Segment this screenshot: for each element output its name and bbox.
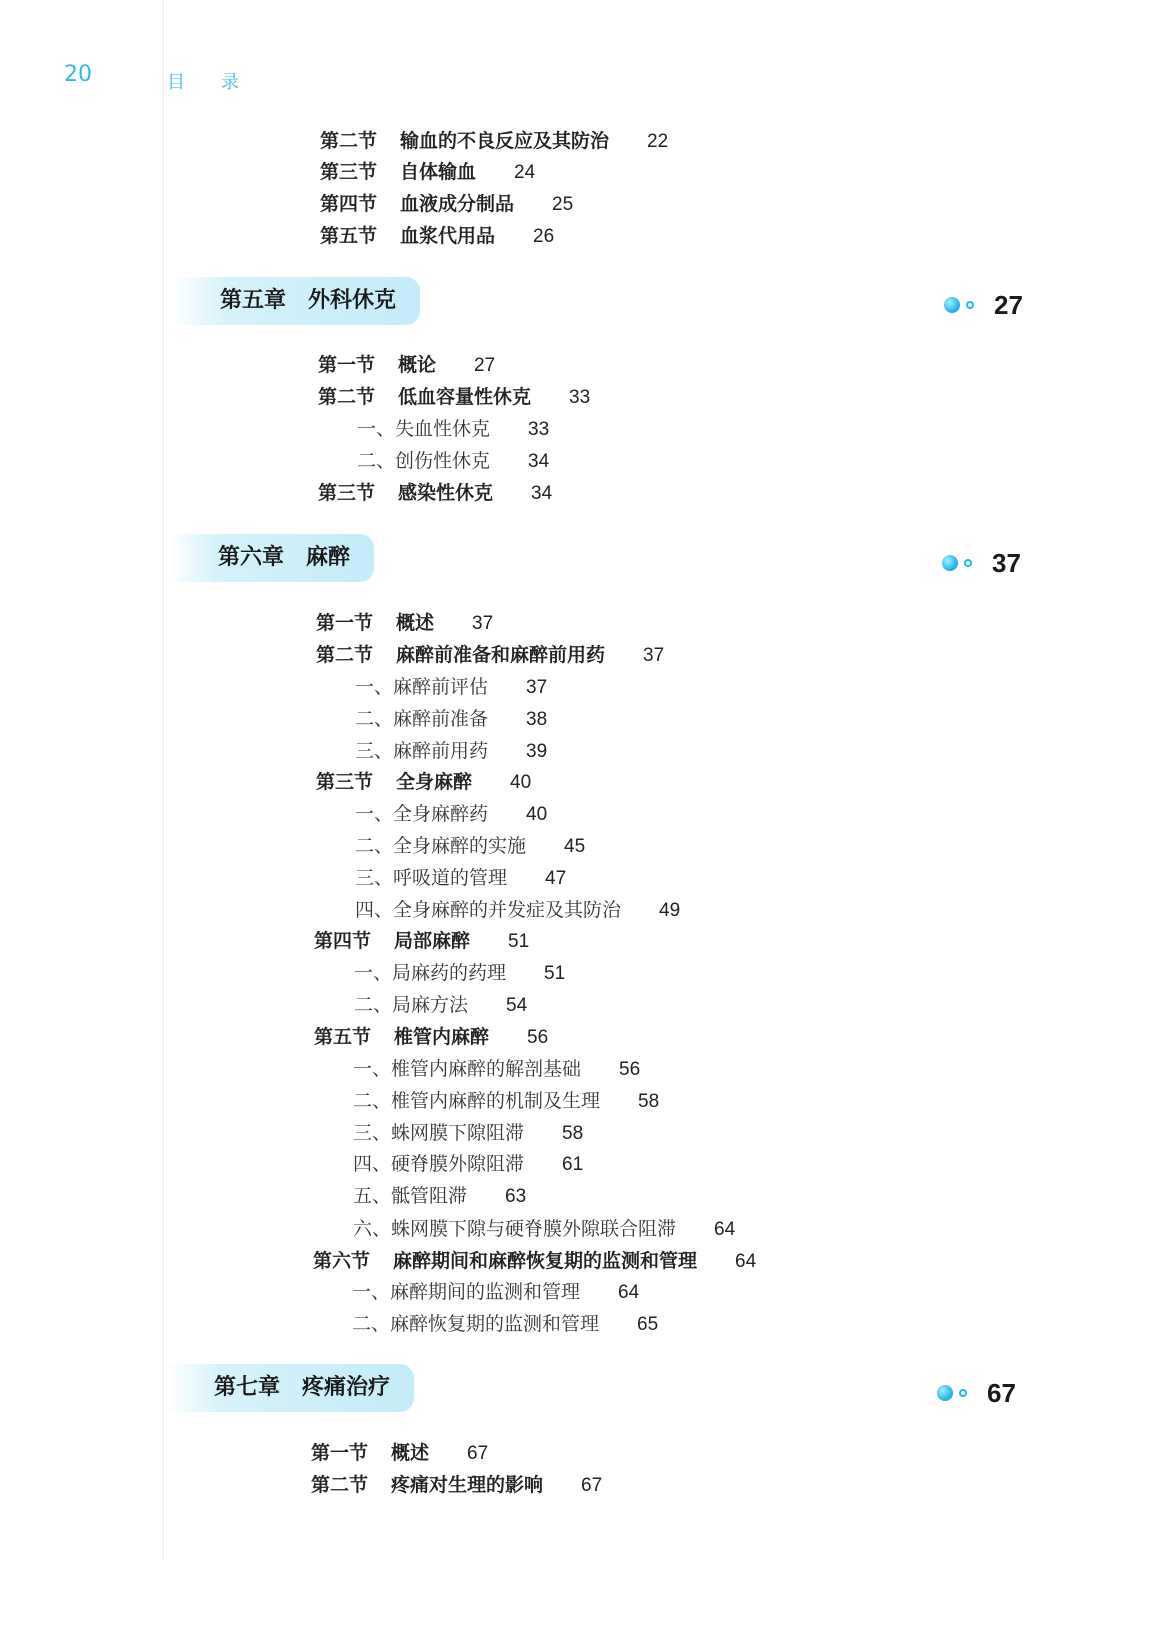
toc-subsection[interactable] [352, 1280, 639, 1305]
section-label: 第二节 [320, 130, 378, 152]
toc-subsection[interactable] [355, 866, 566, 891]
subsection-title: 三、呼吸道的管理 [355, 867, 508, 889]
bullet-ring-icon [959, 1389, 967, 1397]
section-title: 疼痛对生理的影响 [391, 1474, 544, 1496]
subsection-title: 六、蛛网膜下隙与硬脊膜外隙联合阻滞 [353, 1218, 677, 1240]
subsection-title: 五、骶管阻滞 [353, 1185, 468, 1207]
page-ref: 40 [526, 804, 548, 825]
subsection-title: 一、椎管内麻醉的解剖基础 [353, 1058, 582, 1080]
chapter-title: 外科休克 [308, 288, 397, 313]
toc-section[interactable] [314, 929, 529, 954]
toc-subsection[interactable] [357, 417, 549, 442]
page-ref: 67 [581, 1475, 603, 1496]
subsection-title: 一、麻醉前评估 [355, 676, 489, 698]
page-ref: 39 [526, 741, 548, 762]
bullet-ring-icon [964, 559, 972, 567]
toc-section[interactable] [320, 224, 554, 249]
toc-section[interactable] [318, 385, 590, 410]
chapter-heading[interactable] [166, 1364, 414, 1412]
toc-section[interactable] [316, 770, 531, 795]
section-label: 第五节 [320, 225, 378, 247]
toc-section[interactable] [318, 481, 552, 506]
section-label: 第二节 [311, 1474, 369, 1496]
chapter-title: 麻醉 [306, 545, 351, 570]
toc-subsection[interactable] [353, 1089, 659, 1114]
page-ref: 26 [533, 226, 555, 247]
page-ref: 33 [569, 387, 591, 408]
page-ref: 24 [514, 162, 536, 183]
page-ref: 34 [531, 483, 553, 504]
toc-section[interactable] [314, 1025, 548, 1050]
toc-subsection[interactable] [353, 1217, 735, 1242]
page-ref: 63 [505, 1186, 527, 1207]
page-ref: 22 [647, 131, 669, 152]
subsection-title: 一、麻醉期间的监测和管理 [352, 1281, 581, 1303]
section-label: 第一节 [318, 354, 376, 376]
margin-line [163, 0, 164, 1560]
page-ref: 58 [562, 1123, 584, 1144]
chapter-label: 第七章 [214, 1375, 281, 1400]
page-ref: 54 [506, 995, 528, 1016]
toc-subsection[interactable] [355, 802, 547, 827]
toc-subsection[interactable] [355, 834, 585, 859]
section-label: 第五节 [314, 1026, 372, 1048]
subsection-title: 二、创伤性休克 [357, 450, 491, 472]
section-title: 感染性休克 [398, 482, 494, 504]
toc-section[interactable] [320, 160, 535, 185]
section-label: 第四节 [314, 930, 372, 952]
section-title: 麻醉期间和麻醉恢复期的监测和管理 [393, 1250, 698, 1272]
section-label: 第四节 [320, 193, 378, 215]
section-title: 局部麻醉 [394, 930, 471, 952]
toc-section[interactable] [320, 192, 573, 217]
page-ref: 64 [714, 1219, 736, 1240]
page-ref: 38 [526, 709, 548, 730]
section-label: 第二节 [316, 644, 374, 666]
toc-section[interactable] [320, 129, 668, 154]
section-title: 概述 [391, 1442, 430, 1464]
toc-subsection[interactable] [353, 1152, 583, 1177]
section-label: 第三节 [316, 771, 374, 793]
section-label: 第一节 [316, 612, 374, 634]
toc-section[interactable] [311, 1441, 488, 1466]
chapter-label: 第五章 [220, 288, 287, 313]
toc-subsection[interactable] [354, 993, 527, 1018]
section-title: 血浆代用品 [400, 225, 496, 247]
page-ref: 49 [659, 900, 681, 921]
subsection-title: 一、局麻药的药理 [354, 962, 507, 984]
section-title: 全身麻醉 [396, 771, 473, 793]
subsection-title: 二、麻醉前准备 [355, 708, 489, 730]
toc-section[interactable] [316, 643, 664, 668]
section-title: 自体输血 [400, 161, 477, 183]
toc-section[interactable] [311, 1473, 602, 1498]
toc-subsection[interactable] [355, 707, 547, 732]
page-ref: 51 [544, 963, 566, 984]
page-label [167, 68, 275, 94]
page-ref: 33 [528, 419, 550, 440]
toc-subsection[interactable] [353, 1057, 640, 1082]
page-number: 20 [64, 62, 92, 87]
page-ref: 65 [637, 1314, 659, 1335]
toc-section[interactable] [313, 1249, 756, 1274]
page-label-char-2: 录 [221, 72, 239, 93]
page-ref: 61 [562, 1154, 584, 1175]
chapter-label: 第六章 [218, 545, 285, 570]
page-ref: 37 [643, 645, 665, 666]
toc-section[interactable] [316, 611, 493, 636]
chapter-page: 37 [992, 548, 1021, 578]
page-ref: 56 [527, 1027, 549, 1048]
chapter-page: 27 [994, 290, 1023, 320]
toc-subsection[interactable] [354, 961, 565, 986]
bullet-ring-icon [966, 301, 974, 309]
page-ref: 27 [474, 355, 496, 376]
page-ref: 51 [508, 931, 530, 952]
page-ref: 64 [735, 1251, 757, 1272]
page-ref: 37 [472, 613, 494, 634]
page-ref: 64 [618, 1282, 640, 1303]
toc-subsection[interactable] [353, 1121, 583, 1146]
subsection-title: 一、全身麻醉药 [355, 803, 489, 825]
section-title: 概论 [398, 354, 437, 376]
toc-section[interactable] [318, 353, 495, 378]
section-label: 第三节 [320, 161, 378, 183]
section-title: 血液成分制品 [400, 193, 515, 215]
page-label-char-1: 目 [167, 72, 185, 93]
chapter-heading[interactable] [172, 277, 420, 325]
subsection-title: 三、麻醉前用药 [355, 740, 489, 762]
subsection-title: 三、蛛网膜下隙阻滞 [353, 1122, 525, 1144]
page-ref: 25 [552, 194, 574, 215]
page-ref: 47 [545, 868, 567, 889]
chapter-heading[interactable] [170, 534, 374, 582]
chapter-title: 疼痛治疗 [302, 1375, 391, 1400]
section-label: 第一节 [311, 1442, 369, 1464]
subsection-title: 二、麻醉恢复期的监测和管理 [352, 1313, 600, 1335]
page-ref: 40 [510, 772, 532, 793]
toc-subsection[interactable] [353, 1184, 526, 1209]
bullet-dot-icon [937, 1385, 953, 1401]
section-title: 低血容量性休克 [398, 386, 532, 408]
page-ref: 45 [564, 836, 586, 857]
chapter-page: 67 [987, 1378, 1016, 1408]
subsection-title: 二、椎管内麻醉的机制及生理 [353, 1090, 601, 1112]
bullet-dot-icon [942, 555, 958, 571]
toc-subsection[interactable] [355, 898, 680, 923]
toc-subsection[interactable] [355, 675, 547, 700]
page-ref: 34 [528, 451, 550, 472]
page-ref: 56 [619, 1059, 641, 1080]
subsection-title: 二、全身麻醉的实施 [355, 835, 527, 857]
subsection-title: 二、局麻方法 [354, 994, 469, 1016]
section-title: 概述 [396, 612, 435, 634]
section-label: 第六节 [313, 1250, 371, 1272]
section-label: 第三节 [318, 482, 376, 504]
page-ref: 67 [467, 1443, 489, 1464]
page-ref: 37 [526, 677, 548, 698]
toc-subsection[interactable] [357, 449, 549, 474]
page-ref: 58 [638, 1091, 660, 1112]
section-title: 椎管内麻醉 [394, 1026, 490, 1048]
toc-subsection[interactable] [355, 739, 547, 764]
bullet-dot-icon [944, 297, 960, 313]
section-label: 第二节 [318, 386, 376, 408]
subsection-title: 四、全身麻醉的并发症及其防治 [355, 899, 622, 921]
toc-subsection[interactable] [352, 1312, 658, 1337]
subsection-title: 一、失血性休克 [357, 418, 491, 440]
subsection-title: 四、硬脊膜外隙阻滞 [353, 1153, 525, 1175]
section-title: 麻醉前准备和麻醉前用药 [396, 644, 606, 666]
section-title: 输血的不良反应及其防治 [400, 130, 610, 152]
